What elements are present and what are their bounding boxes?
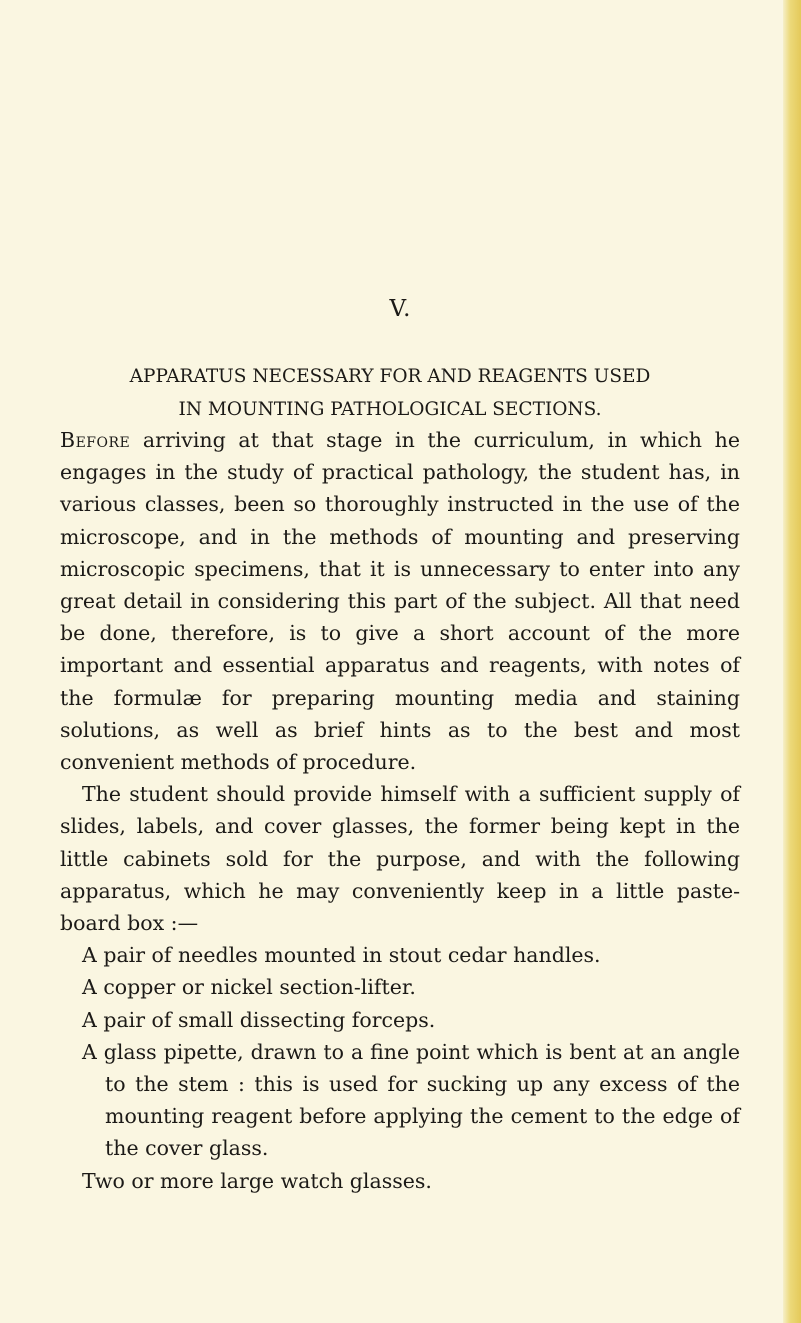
- list-item: Two or more large watch glasses.: [82, 1168, 432, 1193]
- list-item: A pair of small dissecting forceps.: [82, 1007, 436, 1032]
- list-item: A copper or nickel section-lifter.: [82, 975, 416, 1000]
- list-item: A glass pipette, drawn to a fine point which is bent at an angle to the stem : this is used for sucking up any excess of the mounting reagent before applying the cement to the edge of the cover glass.: [82, 1039, 740, 1161]
- chapter-number: V.: [389, 296, 412, 322]
- body-text: [60, 424, 740, 1197]
- page-edge: [783, 0, 801, 1323]
- paragraph-intro-body: arriving at that stage in the curriculum, in which he engages in the study of practical pathology, the student has, in various classes, been so thoroughly instructed in the use of the microscope, and in the methods of mounting and preserving microscopic specimens, that it is unnecessary to enter into any great detail in considering this part of the subject. All that need be done, therefore, is to give a short account of the more important and essential apparatus and reagents, with notes of the formulæ for preparing mounting media and staining solutions, as well as brief hints as to the best and most convenient methods of procedure.: [60, 428, 740, 775]
- chapter-title: [40, 360, 740, 426]
- chapter-title-line-2: IN MOUNTING PATHOLOGICAL SECTIONS.: [178, 399, 602, 420]
- paragraph-lead-word: Before: [60, 428, 131, 452]
- apparatus-list: [60, 939, 740, 1197]
- paragraph-intro: [60, 424, 740, 778]
- list-item: A pair of needles mounted in stout cedar handles.: [82, 943, 601, 968]
- chapter-title-line-1: APPARATUS NECESSARY FOR AND REAGENTS USED: [129, 366, 651, 387]
- paragraph-apparatus: The student should provide himself with a sufficient supply of slides, labels, and cover glasses, the former being kept in the little cabinets sold for the purpose, and with the following apparatus, which he may conveniently keep in a little paste-board box :—: [60, 782, 740, 936]
